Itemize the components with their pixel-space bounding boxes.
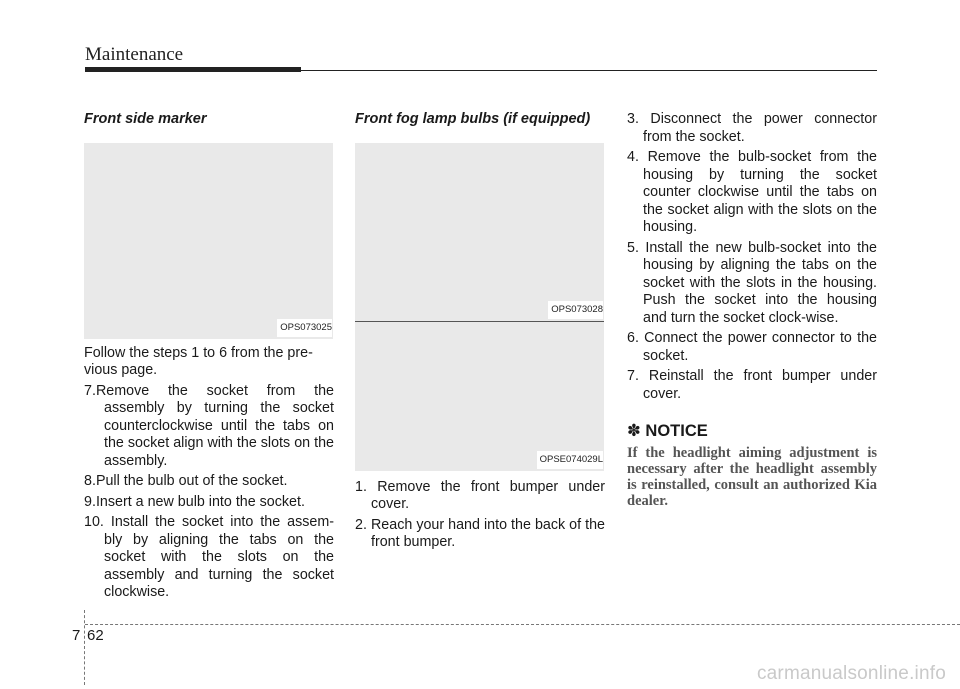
step-item: 8.Pull the bulb out of the socket.	[84, 473, 288, 489]
left-column	[84, 108, 334, 602]
page-number: 62	[87, 627, 104, 644]
page-header-title: Maintenance	[85, 44, 184, 65]
step-item: 7. Reinstall the front bumper under cover.	[627, 368, 877, 402]
step-item: 9.Insert a new bulb into the socket.	[84, 493, 305, 510]
step-item: 1. Remove the front bumper under cover.	[355, 478, 605, 512]
figure-front-side-marker	[84, 143, 333, 339]
figure-fog-lamp-2	[355, 321, 604, 471]
chapter-number: 7	[72, 627, 81, 644]
step-item: 4. Remove the bulb-socket from the housing by turning the socket counter clockwise until the tabs on the socket align with the slots on the housing.	[627, 149, 877, 235]
section-title-front-side-marker: Front side marker	[84, 111, 207, 127]
notice-title: NOTICE	[645, 422, 708, 440]
right-column	[627, 108, 877, 509]
middle-column	[355, 108, 605, 552]
notice-heading	[627, 423, 877, 441]
step-item: 7.Remove the socket from the assembly by turning the socket counterclockwise until the tabs on the socket align with the slots on the assembly.	[84, 382, 334, 469]
watermark: carmanualsonline.info	[756, 663, 946, 684]
figure-caption: OPS073028	[548, 301, 603, 319]
section-title-fog-lamp: Front fog lamp bulbs (if equipped)	[355, 111, 591, 127]
figure-fog-lamp-1	[355, 143, 604, 321]
footer-rule	[85, 624, 960, 625]
notice-body: If the headlight aiming adjustment is necessary after the headlight assembly is reinstalled, consult an authorized Kia dealer.	[627, 444, 877, 509]
intro-text: Follow the steps 1 to 6 from the pre-vious page.	[84, 344, 313, 378]
step-item: 5. Install the new bulb-socket into the housing by aligning the tabs on the socket with the slots in the housing. Push the socket into the housing and turn the socket clock-wise.	[627, 239, 877, 326]
step-item: 2. Reach your hand into the back of the front bumper.	[355, 516, 605, 550]
steps-list-right	[627, 111, 877, 403]
steps-list-left	[84, 383, 334, 602]
step-item: 10. Install the socket into the assem-bly by aligning the tabs on the socket with the slots on the assembly and turning the socket clockwise.	[84, 514, 334, 600]
notice-asterisk-icon: ✽	[627, 422, 641, 440]
step-item: 6. Connect the power connector to the socket.	[627, 330, 877, 364]
steps-list-middle	[355, 479, 605, 552]
footer-divider	[84, 610, 85, 685]
figure-caption: OPS073025	[277, 319, 332, 337]
figure-caption: OPSE074029L	[537, 451, 603, 469]
header-rule	[85, 70, 877, 71]
step-item: 3. Disconnect the power connector from the socket.	[627, 111, 877, 145]
